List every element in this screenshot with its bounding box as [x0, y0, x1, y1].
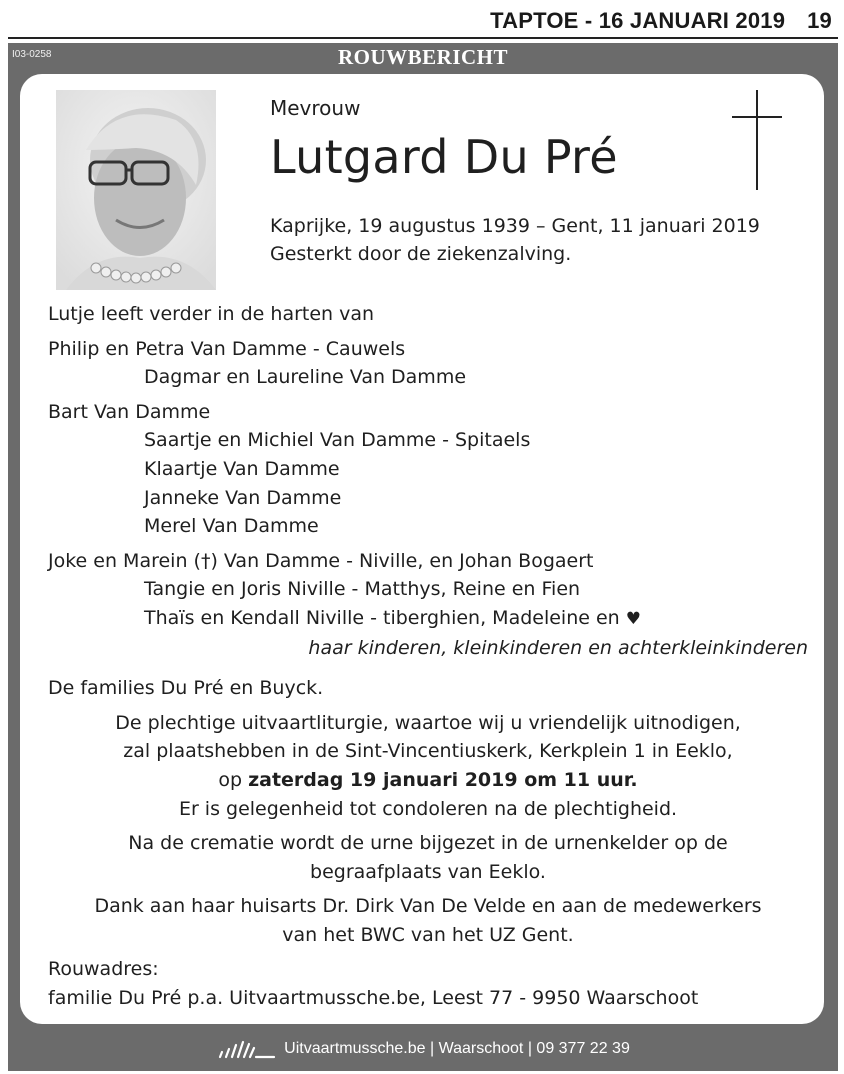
issue-line: [490, 8, 832, 34]
issue-title: TAPTOE - 16 JANUARI 2019: [490, 8, 786, 33]
family-child: Dagmar en Laureline Van Damme: [144, 366, 467, 389]
descendants-line: haar kinderen, kleinkinderen en achterkleinkinderen: [308, 636, 808, 659]
salutation: Mevrouw: [270, 96, 361, 120]
funeral-home-footer: [8, 1039, 838, 1063]
funeral-home-logo-icon: [216, 1039, 276, 1059]
birth-death: Kaprijke, 19 augustus 1939 – Gent, 11 januari 2019: [270, 215, 760, 237]
service-date-line: [48, 766, 808, 795]
family-child-with-heart: [48, 604, 808, 634]
notice-frame: [8, 43, 838, 1071]
family-child: Klaartje Van Damme: [144, 457, 340, 480]
masthead-rule: [8, 37, 838, 39]
family-child: Thaïs en Kendall Niville - tiberghien, Madeleine en: [144, 606, 620, 629]
intro-line: Lutje leeft verder in de harten van: [48, 303, 375, 325]
family-child: Janneke Van Damme: [144, 486, 342, 509]
reference-code: I03-0258: [12, 49, 52, 60]
family-child: Saartje en Michiel Van Damme - Spitaels: [144, 429, 531, 452]
portrait-photo: [56, 90, 216, 290]
page-number: 19: [807, 8, 832, 33]
family-parent: Joke en Marein (†) Van Damme - Niville, en Johan Bogaert: [48, 549, 594, 572]
condolence-line: Er is gelegenheid tot condoleren na de plechtigheid.: [178, 797, 678, 820]
family-child: Merel Van Damme: [144, 515, 319, 538]
service-op: op: [218, 768, 243, 791]
footer-text: Uitvaartmussche.be | Waarschoot | 09 377 22 39: [284, 1040, 630, 1057]
family-child: Tangie en Joris Niville - Matthys, Reine en Fien: [144, 578, 581, 601]
rubric-title: ROUWBERICHT: [337, 45, 509, 69]
deceased-name: Lutgard Du Pré: [270, 130, 618, 184]
sacrament-line: Gesterkt door de ziekenzalving.: [270, 243, 572, 265]
service-when: zaterdag 19 januari 2019 om 11 uur.: [248, 768, 638, 791]
address-line: familie Du Pré p.a. Uitvaartmussche.be, Leest 77 - 9950 Waarschoot: [48, 987, 699, 1010]
masthead: [0, 0, 844, 40]
service-line: De plechtige uitvaartliturgie, waartoe wij u vriendelijk uitnodigen,: [115, 711, 741, 734]
notice-card: [20, 74, 824, 1024]
thanks-line: Dank aan haar huisarts Dr. Dirk Van De Velde en aan de medewerkers: [94, 895, 762, 918]
urn-line: Na de crematie wordt de urne bijgezet in de urnenkelder op de: [128, 832, 728, 855]
family-parent: Philip en Petra Van Damme - Cauwels: [48, 337, 406, 360]
address-label: Rouwadres:: [48, 958, 159, 981]
thanks-line: van het BWC van het UZ Gent.: [282, 923, 574, 946]
service-line: zal plaatshebben in de Sint-Vincentiuskerk, Kerkplein 1 in Eeklo,: [123, 740, 733, 763]
life-dates: [270, 212, 760, 268]
cross-icon: [732, 90, 782, 190]
heart-icon: ♥: [625, 608, 642, 629]
extended-family: De families Du Pré en Buyck.: [48, 677, 324, 700]
family-parent: Bart Van Damme: [48, 400, 211, 423]
notice-body: [48, 300, 808, 1013]
urn-line: begraafplaats van Eeklo.: [310, 860, 546, 883]
